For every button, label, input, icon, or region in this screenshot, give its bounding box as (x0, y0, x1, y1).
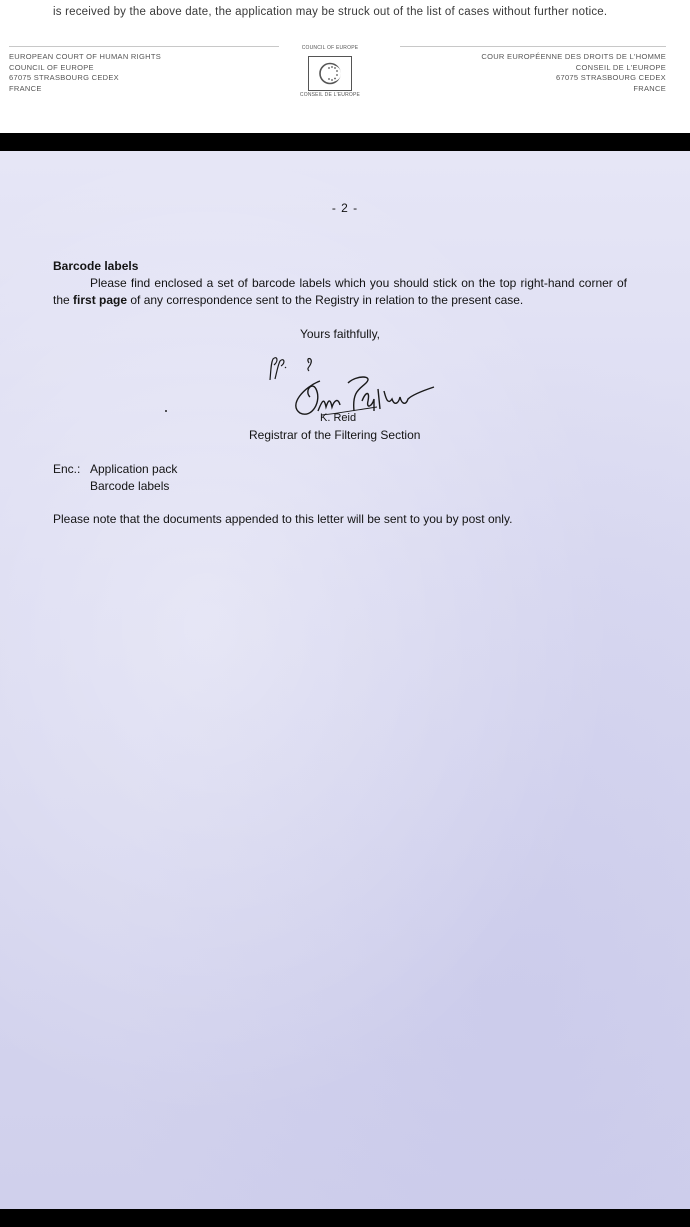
enclosures-label: Enc.: (53, 462, 81, 476)
footer-line: FRANCE (9, 83, 42, 93)
footer-line: COUNCIL OF EUROPE (9, 62, 94, 72)
postal-note: Please note that the documents appended to this letter will be sent to you by post only. (53, 512, 513, 526)
section-title: Barcode labels (53, 259, 139, 273)
barcode-paragraph (53, 275, 627, 309)
footer-line: 67075 STRASBOURG CEDEX (9, 73, 119, 82)
logo-caption-top: COUNCIL OF EUROPE (301, 45, 359, 51)
page-number: - 2 - (331, 201, 359, 215)
paragraph-text: Please find enclosed a set of barcode labels which you should stick on the top right-hand corner of the (53, 276, 627, 307)
paragraph-text: of any correspondence sent to the Registry in relation to the present case. (127, 293, 524, 307)
previous-page-fragment (0, 0, 690, 133)
footer-line: FRANCE (633, 83, 666, 93)
handwritten-signature (282, 361, 442, 423)
footer-line: COUR EUROPÉENNE DES DROITS DE L'HOMME (481, 52, 666, 61)
council-of-europe-logo (298, 45, 362, 99)
closing-salutation: Yours faithfully, (299, 327, 381, 341)
paragraph-emphasis: first page (73, 293, 128, 307)
signer-title: Registrar of the Filtering Section (249, 428, 421, 442)
enclosure-item: Barcode labels (90, 479, 170, 493)
enclosure-item: Application pack (90, 462, 178, 476)
scan-speck (165, 410, 167, 412)
page-separator (0, 133, 690, 151)
continuation-text: is received by the above date, the application may be struck out of the list of cases without further notice. (53, 6, 608, 18)
footer-address-french (400, 46, 666, 94)
letter-page-2 (0, 151, 690, 1209)
footer-line: EUROPEAN COURT OF HUMAN RIGHTS (9, 52, 162, 61)
logo-caption-bottom: CONSEIL DE L'EUROPE (299, 92, 361, 98)
footer-line: 67075 STRASBOURG CEDEX (556, 73, 666, 82)
logo-emblem-icon (308, 56, 352, 91)
bottom-black-bar (0, 1209, 690, 1227)
signer-name: K. Reid (320, 412, 357, 424)
footer-line: CONSEIL DE L'EUROPE (575, 62, 666, 72)
footer-address-english (9, 46, 279, 94)
